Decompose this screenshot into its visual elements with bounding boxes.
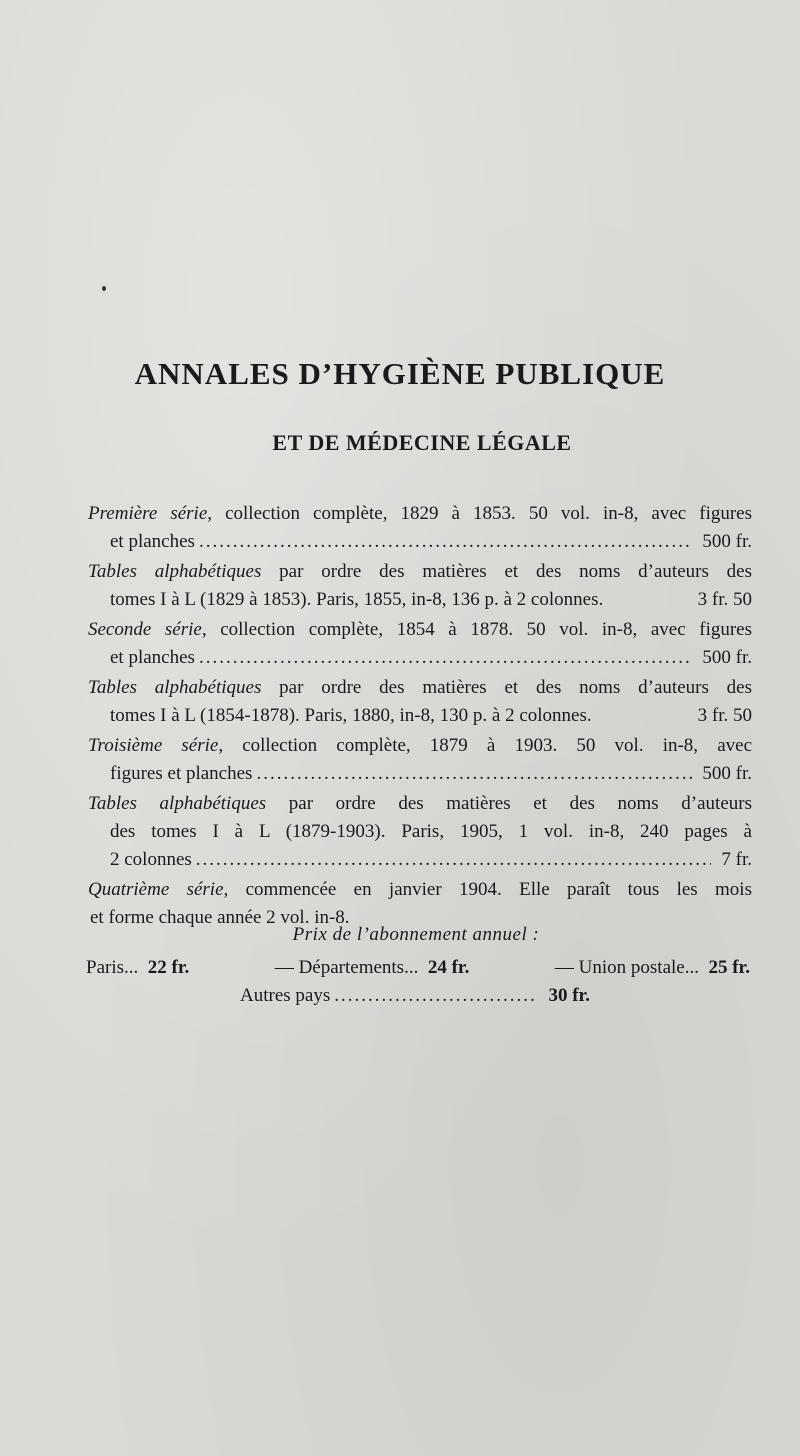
leader-dots — [196, 846, 712, 874]
entry-line — [88, 616, 752, 644]
other-countries-row — [240, 982, 590, 1010]
catalog-entries — [88, 500, 752, 934]
union-price: 25 fr. — [708, 957, 750, 978]
entry-text: et planches — [110, 531, 195, 552]
entry-tables-2 — [88, 674, 752, 730]
paris-price-group — [86, 954, 189, 982]
entry-text: et forme chaque année 2 vol. in-8. — [90, 907, 350, 928]
entry-line — [88, 674, 752, 702]
dot-leader — [110, 528, 752, 556]
entry-text: commencée en janvier 1904. Elle paraît tous les mois — [228, 879, 752, 900]
leader-dots — [199, 644, 692, 672]
page-title: ANNALES D’HYGIÈNE PUBLIQUE — [134, 356, 666, 391]
dept-price-group — [275, 954, 470, 982]
autres-price: 30 fr. — [548, 985, 590, 1006]
entry-text: par ordre des matières et des noms d’auteurs des — [261, 677, 752, 698]
ink-speck — [102, 286, 106, 291]
entry-line — [88, 586, 752, 614]
subscription-prices — [86, 954, 750, 982]
entry-text: par ordre des matières et des noms d’auteurs des — [261, 561, 752, 582]
leader-dots — [199, 528, 692, 556]
entry-price: 3 fr. 50 — [697, 705, 752, 726]
entry-price: 7 fr. — [721, 849, 752, 870]
dept-label: — Départements... — [274, 957, 419, 978]
entry-line — [88, 702, 752, 730]
entry-line — [88, 760, 752, 788]
entry-text: 2 colonnes — [110, 849, 192, 870]
entry-text: et planches — [110, 647, 195, 668]
entry-line — [88, 790, 752, 818]
entry-line — [88, 818, 752, 846]
entry-line — [88, 558, 752, 586]
entry-troisieme-serie — [88, 732, 752, 788]
entry-label: Tables alphabétiques — [88, 677, 262, 698]
entry-tables-1 — [88, 558, 752, 614]
entry-label: Seconde série, — [88, 619, 207, 640]
subscription-title: Prix de l’abonnement annuel : — [292, 924, 540, 945]
entry-line — [88, 732, 752, 760]
entry-line — [88, 846, 752, 874]
entry-price: 500 fr. — [702, 763, 752, 784]
entry-text: figures et planches — [110, 763, 253, 784]
dot-leader — [110, 846, 752, 874]
entry-text: tomes I à L (1829 à 1853). Paris, 1855, in-8, 136 p. à 2 colonnes. — [110, 589, 604, 610]
leader-dots — [334, 982, 538, 1010]
entry-label: Première série, — [88, 503, 213, 524]
entry-text: collection complète, 1879 à 1903. 50 vol. in-8, avec — [223, 735, 752, 756]
paris-price: 22 fr. — [147, 957, 190, 978]
entry-text: collection complète, 1829 à 1853. 50 vol. in-8, avec figures — [212, 503, 752, 524]
entry-price: 500 fr. — [702, 647, 752, 668]
entry-text: par ordre des matières et des noms d’auteurs — [266, 793, 752, 814]
page-subtitle: ET DE MÉDECINE LÉGALE — [272, 430, 572, 455]
price-line — [110, 586, 752, 614]
entry-premiere-serie — [88, 500, 752, 556]
price-line — [110, 702, 752, 730]
entry-text: collection complète, 1854 à 1878. 50 vol. in-8, avec figures — [206, 619, 752, 640]
autres-label: Autres pays — [240, 985, 331, 1006]
entry-label: Quatrième série, — [88, 879, 229, 900]
dot-leader — [110, 760, 752, 788]
entry-label: Tables alphabétiques — [88, 561, 262, 582]
entry-line — [88, 876, 752, 904]
entry-line — [88, 528, 752, 556]
entry-text: tomes I à L (1854-1878). Paris, 1880, in-8, 130 p. à 2 colonnes. — [110, 705, 592, 726]
entry-line — [88, 644, 752, 672]
entry-price: 3 fr. 50 — [697, 589, 752, 610]
entry-seconde-serie — [88, 616, 752, 672]
entry-label: Troisième série, — [88, 735, 224, 756]
dot-leader — [110, 644, 752, 672]
dot-leader — [240, 982, 590, 1010]
union-price-group — [555, 954, 750, 982]
paris-label: Paris... — [86, 957, 139, 978]
entry-line — [88, 500, 752, 528]
union-label: — Union postale... — [554, 957, 699, 978]
dept-price: 24 fr. — [427, 957, 470, 978]
entry-label: Tables alphabétiques — [88, 793, 267, 814]
entry-tables-3 — [88, 790, 752, 874]
entry-price: 500 fr. — [702, 531, 752, 552]
leader-dots — [256, 760, 692, 788]
entry-text: des tomes I à L (1879-1903). Paris, 1905, 1 vol. in-8, 240 pages à — [110, 821, 752, 842]
